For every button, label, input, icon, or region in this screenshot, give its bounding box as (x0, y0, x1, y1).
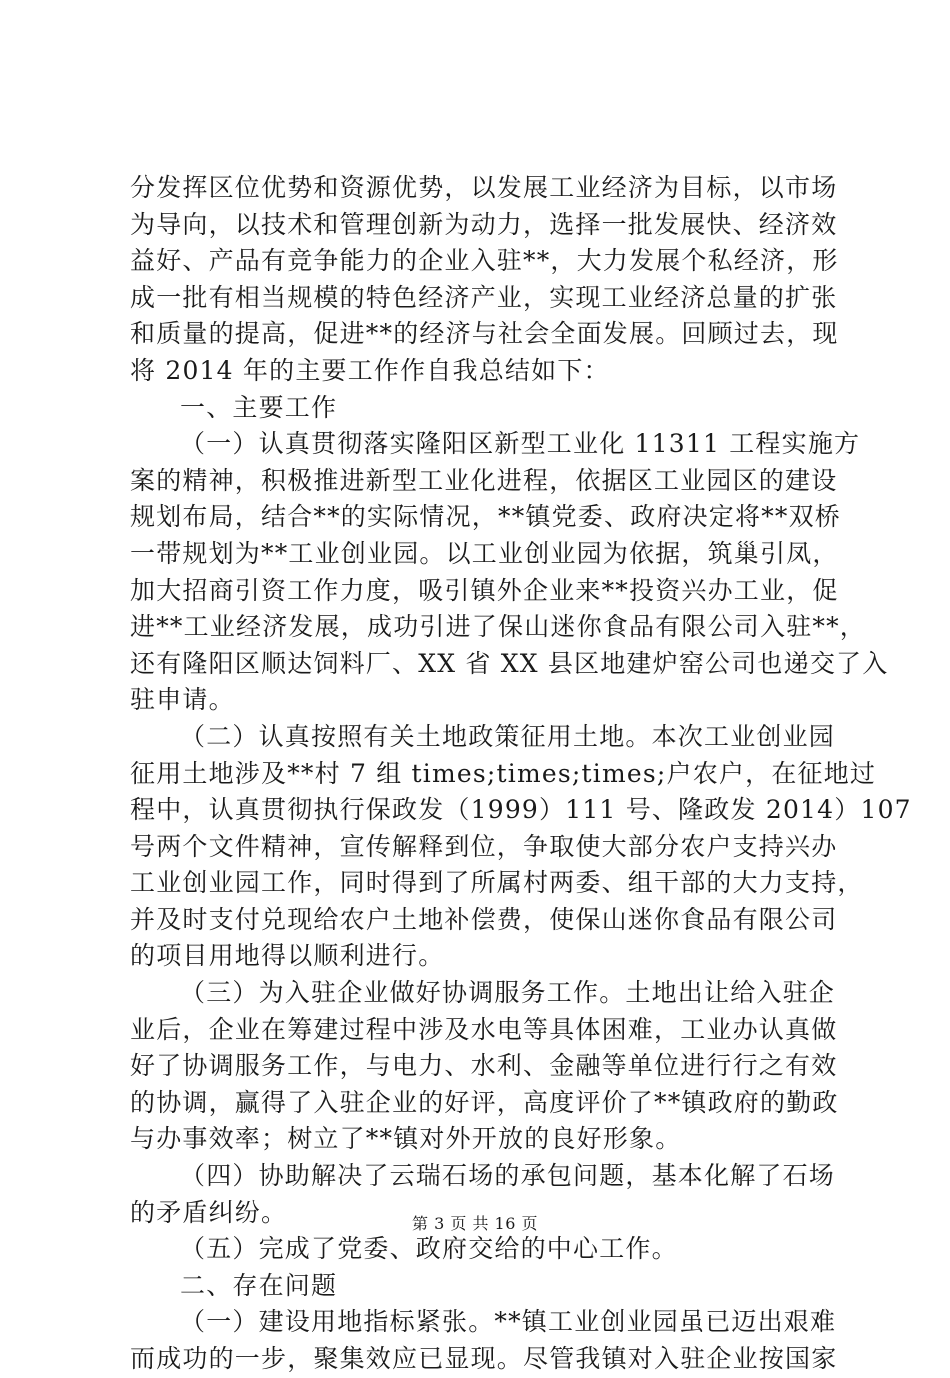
text-line: 的矛盾纠纷。 (130, 1197, 288, 1227)
text-line: 业后，企业在筹建过程中涉及水电等具体困难，工业办认真做 (130, 1014, 838, 1044)
text-line: （三）为入驻企业做好协调服务工作。土地出让给入驻企 (180, 978, 836, 1008)
text-line: 加大招商引资工作力度，吸引镇外企业来**投资兴办工业，促 (130, 575, 839, 605)
text-line: 还有隆阳区顺达饲料厂、XX 省 XX 县区地建炉窑公司也递交了入 (130, 648, 889, 678)
text-line: 征用土地涉及**村 7 组 times;times;times;户农户，在征地过 (130, 758, 877, 788)
text-line: 工业创业园工作，同时得到了所属村两委、组干部的大力支持， (130, 868, 864, 898)
text-line: 号两个文件精神，宣传解释到位，争取使大部分农户支持兴办 (130, 831, 838, 861)
text-line: 的项目用地得以顺利进行。 (130, 941, 445, 971)
text-line: （一）建设用地指标紧张。**镇工业创业园虽已迈出艰难 (180, 1307, 837, 1337)
text-line: 的协调，赢得了入驻企业的好评，高度评价了**镇政府的勤政 (130, 1087, 839, 1117)
text-line: 程中，认真贯彻执行保政发（1999）111 号、隆政发 2014）107 (130, 795, 912, 825)
text-line: 规划布局，结合**的实际情况，**镇党委、政府决定将**双桥 (130, 502, 842, 532)
text-line: 案的精神，积极推进新型工业化进程，依据区工业园区的建设 (130, 465, 838, 495)
text-line: （四）协助解决了云瑞石场的承包问题，基本化解了石场 (180, 1161, 836, 1191)
text-line: 驻申请。 (130, 685, 235, 715)
text-line: （五）完成了党委、政府交给的中心工作。 (180, 1234, 678, 1264)
text-line: 为导向，以技术和管理创新为动力，选择一批发展快、经济效 (130, 209, 838, 239)
text-line: 而成功的一步，聚集效应已显现。尽管我镇对入驻企业按国家 (130, 1344, 838, 1373)
text-line: 益好、产品有竞争能力的企业入驻**，大力发展个私经济，形 (130, 246, 839, 276)
page-footer: 第 3 页 共 16 页 (412, 1214, 538, 1233)
text-line: 并及时支付兑现给农户土地补偿费，使保山迷你食品有限公司 (130, 904, 838, 934)
text-line: 将 2014 年的主要工作作自我总结如下： (130, 355, 610, 385)
text-line: 好了协调服务工作，与电力、水利、金融等单位进行行之有效 (130, 1051, 838, 1081)
text-line: 与办事效率；树立了**镇对外开放的良好形象。 (130, 1124, 682, 1154)
text-line: 一、主要工作 (180, 392, 338, 422)
text-line: 和质量的提高，促进**的经济与社会全面发展。回顾过去，现 (130, 319, 839, 349)
text-line: （二）认真按照有关土地政策征用土地。本次工业创业园 (180, 721, 836, 751)
text-line: 分发挥区位优势和资源优势，以发展工业经济为目标，以市场 (130, 173, 838, 202)
text-line: （一）认真贯彻落实隆阳区新型工业化 11311 工程实施方 (180, 429, 861, 459)
text-line: 进**工业经济发展，成功引进了保山迷你食品有限公司入驻**， (130, 612, 867, 642)
text-line: 一带规划为**工业创业园。以工业创业园为依据，筑巢引凤， (130, 538, 839, 568)
text-line: 二、存在问题 (180, 1270, 338, 1300)
text-line: 成一批有相当规模的特色经济产业，实现工业经济总量的扩张 (130, 282, 838, 312)
document-body (130, 170, 912, 1378)
